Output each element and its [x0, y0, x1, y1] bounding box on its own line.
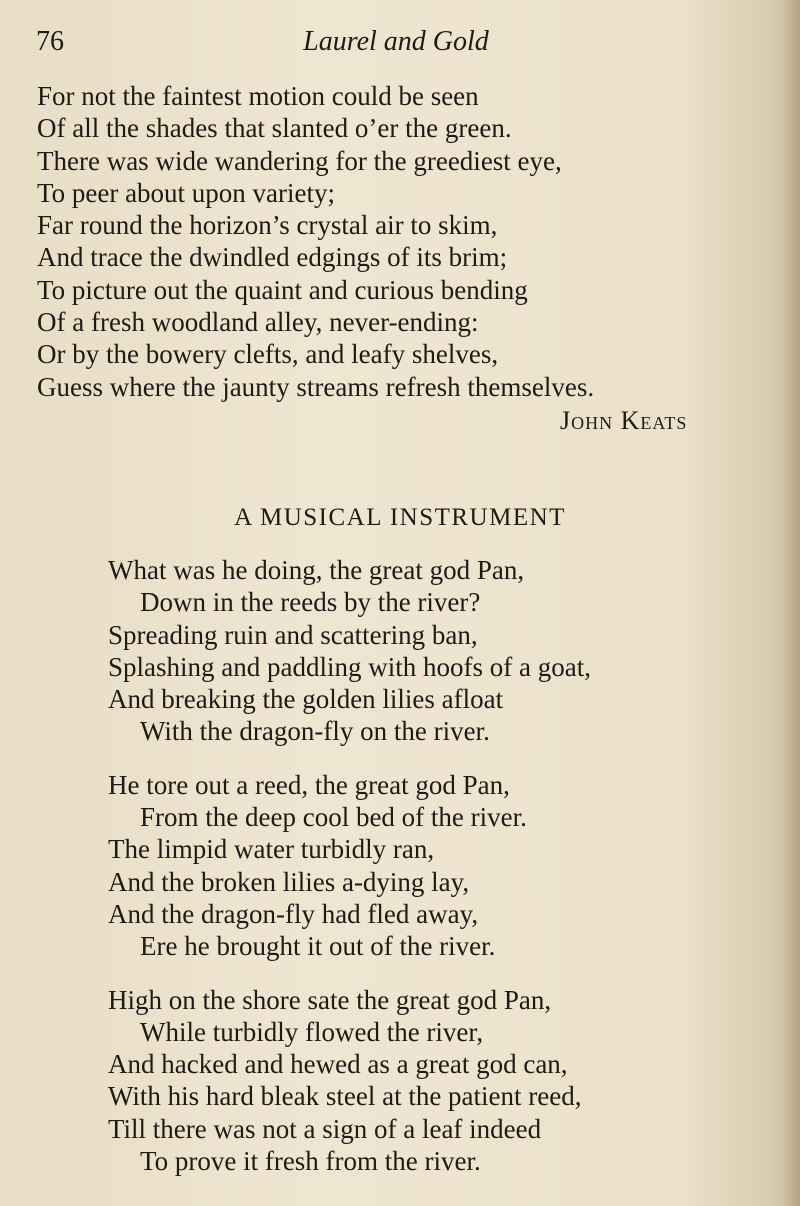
stanza	[108, 554, 591, 748]
verse-line: There was wide wandering for the greediest eye,	[37, 145, 562, 176]
verse-line: High on the shore sate the great god Pan,	[108, 984, 552, 1015]
verse-line: What was he doing, the great god Pan,	[108, 555, 525, 585]
verse-line: Splashing and paddling with hoofs of a goat,	[108, 651, 591, 682]
verse-line: He tore out a reed, the great god Pan,	[108, 769, 510, 800]
keats-excerpt	[37, 80, 594, 403]
verse-line: Far round the horizon’s crystal air to skim,	[37, 210, 498, 241]
author-attribution: John Keats	[560, 406, 688, 435]
verse-line: Guess where the jaunty streams refresh themselves.	[37, 371, 595, 402]
page-gutter-shadow	[782, 0, 800, 1206]
verse-line: With his hard bleak steel at the patient reed,	[108, 1081, 582, 1112]
page-header	[36, 26, 756, 60]
verse-line: The limpid water turbidly ran,	[108, 834, 435, 865]
verse-line: To picture out the quaint and curious bending	[37, 274, 528, 305]
stanza	[108, 984, 591, 1178]
verse-line-indented: With the dragon-fly on the river.	[140, 716, 490, 747]
poem-title: A MUSICAL INSTRUMENT	[234, 504, 566, 531]
verse-line: To peer about upon variety;	[37, 177, 336, 208]
verse-line-indented: Down in the reeds by the river?	[140, 587, 481, 618]
verse-line: Or by the bowery clefts, and leafy shelves,	[37, 339, 499, 370]
verse-line: And the broken lilies a-dying lay,	[108, 866, 470, 897]
stanza	[108, 769, 591, 963]
running-head: Laurel and Gold	[303, 26, 489, 57]
verse-line-indented: From the deep cool bed of the river.	[140, 802, 527, 833]
verse-line: And hacked and hewed as a great god can,	[108, 1049, 568, 1080]
verse-line: Of a fresh woodland alley, never-ending:	[37, 307, 479, 338]
page-number: 76	[36, 26, 64, 57]
verse-line-indented: Ere he brought it out of the river.	[140, 931, 496, 962]
verse-line-indented: While turbidly flowed the river,	[140, 1016, 484, 1047]
poem-body	[108, 554, 591, 1198]
verse-line: And breaking the golden lilies afloat	[108, 684, 504, 715]
verse-line: For not the faintest motion could be seen	[37, 81, 479, 111]
verse-line: And trace the dwindled edgings of its brim;	[37, 242, 508, 273]
verse-line-indented: To prove it fresh from the river.	[140, 1146, 481, 1177]
verse-line: Till there was not a sign of a leaf indeed	[108, 1113, 542, 1144]
verse-line: Of all the shades that slanted o’er the green.	[37, 113, 512, 144]
verse-line: And the dragon-fly had fled away,	[108, 898, 479, 929]
verse-line: Spreading ruin and scattering ban,	[108, 619, 478, 650]
